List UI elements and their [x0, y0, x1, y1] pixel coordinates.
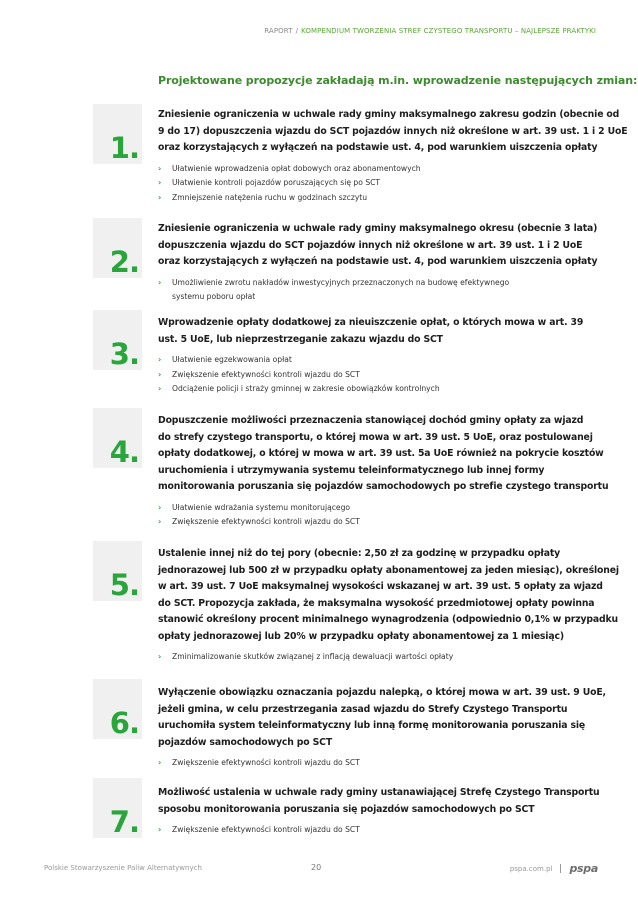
proposal-number-box: [93, 104, 142, 164]
proposal-effects-list: [158, 353, 598, 397]
page-header: [264, 27, 596, 35]
footer-organization: Polskie Stowarzyszenie Paliw Alternatywnych: [44, 864, 202, 872]
list-item: [158, 276, 598, 305]
chevron-right-icon: ›: [158, 192, 162, 202]
proposal-title-line: Ustalenie innej niż do tej pory (obecnie: 2,50 zł za godzinę w przypadku opłaty: [158, 548, 561, 559]
list-item-text: Umożliwienie zwrotu nakładów inwestycyjnych przeznaczonych na budowę efektywnego systemu poboru opłat: [172, 277, 510, 302]
chevron-right-icon: ›: [158, 178, 162, 188]
proposal-number-box: [93, 310, 142, 370]
proposal-title-line: monitorowania poruszania się pojazdów samochodowych po strefie czystego transportu: [158, 481, 609, 492]
proposal-effects-list: [158, 756, 598, 771]
proposal-title-line: opłaty dodatkowej, o której w mowa w art. 39 ust. 5a UoE również na pokrycie kosztów: [158, 448, 604, 459]
proposal-number-box: [93, 541, 142, 601]
proposal-title: [158, 785, 603, 818]
proposal-number: 7.: [109, 805, 139, 839]
list-item: [158, 353, 598, 368]
footer-right: [510, 862, 598, 875]
proposal-title-line: ust. 5 UoE, lub nieprzestrzeganie zakazu wjazdu do SCT: [158, 333, 443, 345]
proposal-title-line: Zniesienie ograniczenia w uchwale rady gminy maksymalnego okresu (obecnie 3 lata): [158, 223, 598, 234]
proposal-title-line: Wyłączenie obowiązku oznaczania pojazdu nalepką, o której mowa w art. 39 ust. 9 UoE,: [158, 687, 606, 698]
proposal-title: [158, 315, 603, 348]
proposal-number: 6.: [109, 706, 139, 740]
proposal-number-box: [93, 679, 142, 739]
proposal-title-line: oraz korzystających z wyłączeń na podstawie ust. 4, pod warunkiem uiszczenia opłaty: [158, 142, 598, 153]
proposal-title-line: do SCT. Propozycja zakłada, że maksymalna wysokość przedmiotowej opłaty powinna: [158, 597, 595, 609]
chevron-right-icon: ›: [158, 825, 162, 834]
list-item: [158, 382, 598, 397]
list-item-text: Odciążenie policji i straży gminnej w zakresie obowiązków kontrolnych: [172, 384, 440, 394]
proposal-effects-list: [158, 650, 598, 665]
list-item: [158, 515, 598, 530]
proposal-number: 4.: [109, 435, 139, 469]
proposal-title: [158, 107, 628, 157]
list-item-text: Zwiększenie efektywności kontroli wjazdu do SCT: [172, 369, 360, 379]
chevron-right-icon: ›: [158, 502, 162, 512]
chevron-right-icon: ›: [158, 384, 162, 394]
proposal-title-line: uruchomienia i utrzymywania systemu teleinformatycznego lub innej formy: [158, 464, 545, 476]
proposal-title-line: do strefy czystego transportu, o której mowa w art. 39 ust. 5 UoE, oraz postulowanej: [158, 431, 593, 443]
pspa-logo: pspa: [569, 862, 598, 875]
list-item: [158, 650, 598, 665]
proposal-title: [158, 221, 603, 271]
proposal-title-line: jeżeli gmina, w celu przestrzegania zasad wjazdu do Strefy Czystego Transportu: [158, 703, 568, 715]
proposal-title-line: Możliwość ustalenia w uchwale rady gminy ustanawiającej Strefę Czystego Transportu: [158, 787, 600, 798]
proposal-title-line: 9 do 17) dopuszczenia wjazdu do SCT pojazdów innych niż określone w art. 39 ust. 1 i 2 UoE: [158, 125, 628, 137]
proposal-title-line: Wprowadzenie opłaty dodatkowej za nieuiszczenie opłat, o których mowa w art. 39: [158, 317, 584, 328]
proposal-number: 2.: [109, 245, 139, 279]
list-item: [158, 191, 598, 206]
proposal-number-box: [93, 408, 142, 468]
proposal-number: 1.: [109, 131, 139, 165]
proposal-number: 3.: [109, 337, 139, 371]
chevron-right-icon: ›: [158, 163, 162, 173]
list-item-text: Zmniejszenie natężenia ruchu w godzinach szczytu: [172, 192, 368, 202]
chevron-right-icon: ›: [158, 369, 162, 379]
proposal-title-line: Zniesienie ograniczenia w uchwale rady gminy maksymalnego zakresu godzin (obecnie od: [158, 109, 620, 120]
proposal-title-line: stanowić określony procent minimalnego wynagrodzenia (odpowiednio 0,1% w przypadku: [158, 614, 619, 625]
proposal-number-box: [93, 218, 142, 278]
proposal-title: [158, 413, 609, 496]
proposal-title: [158, 546, 619, 645]
section-heading: Projektowane propozycje zakładają m.in. wprowadzenie następujących zmian:: [158, 74, 638, 87]
list-item-text: Ułatwienie egzekwowania opłat: [172, 355, 292, 364]
proposal-title-line: sposobu monitorowania poruszania się pojazdów samochodowych po SCT: [158, 803, 535, 815]
chevron-right-icon: ›: [158, 517, 162, 527]
proposal-effects-list: [158, 162, 598, 206]
page-number: 20: [311, 863, 322, 872]
list-item-text: Ułatwienie kontroli pojazdów poruszających się po SCT: [172, 178, 381, 188]
proposal-title: [158, 685, 606, 751]
proposal-title-line: uruchomiła system teleinformatyczny lub inną formę monitorowania poruszania się: [158, 720, 586, 731]
proposal-title-line: Dopuszczenie możliwości przeznaczenia stanowiącej dochód gminy opłaty za wjazd: [158, 415, 584, 426]
list-item-text: Zwiększenie efektywności kontroli wjazdu do SCT: [172, 758, 360, 767]
proposal-title-line: w art. 39 ust. 7 UoE maksymalnej wysokości wskazanej w art. 39 ust. 5 opłaty za wjazd: [158, 581, 603, 592]
list-item: [158, 501, 598, 516]
list-item-text: Zwiększenie efektywności kontroli wjazdu do SCT: [172, 517, 360, 527]
list-item-text: Zminimalizowanie skutków związanej z inflacją dewaluacji wartości opłaty: [172, 652, 454, 661]
list-item-text: Ułatwienie wdrażania systemu monitorującego: [172, 502, 351, 512]
header-separator: /: [295, 27, 299, 35]
footer-divider: [560, 864, 561, 873]
chevron-right-icon: ›: [158, 652, 162, 661]
list-item-text: Zwiększenie efektywności kontroli wjazdu do SCT: [172, 825, 360, 834]
proposal-effects-list: [158, 276, 598, 305]
footer-website[interactable]: pspa.com.pl: [509, 864, 553, 873]
proposal-effects-list: [158, 823, 598, 838]
header-title: KOMPENDIUM TWORZENIA STREF CZYSTEGO TRANSPORTU – NAJLEPSZE PRAKTYKI: [301, 27, 596, 35]
list-item: [158, 176, 598, 191]
proposal-title-line: pojazdów samochodowych po SCT: [158, 736, 333, 748]
proposal-title-line: oraz korzystających z wyłączeń na podstawie ust. 4, pod warunkiem uiszczenia opłaty: [158, 256, 598, 267]
list-item: [158, 162, 598, 177]
proposal-title-line: jednorazowej lub 500 zł w przypadku opłaty abonamentowej za jeden miesiąc), określonej: [158, 564, 619, 576]
list-item: [158, 756, 598, 771]
proposal-number: 5.: [109, 568, 139, 602]
list-item-text: Ułatwienie wprowadzenia opłat dobowych oraz abonamentowych: [172, 163, 421, 173]
chevron-right-icon: ›: [158, 758, 162, 767]
header-report-label: RAPORT: [264, 27, 293, 35]
list-item: [158, 823, 598, 838]
proposal-title-line: opłaty jednorazowej lub 20% w przypadku opłaty abonamentowej za 1 miesiąc): [158, 630, 564, 642]
proposal-title-line: dopuszczenia wjazdu do SCT pojazdów innych niż określone w art. 39 ust. 1 i 2 UoE: [158, 239, 583, 251]
chevron-right-icon: ›: [158, 277, 162, 287]
chevron-right-icon: ›: [158, 355, 162, 364]
proposal-effects-list: [158, 501, 598, 530]
proposal-number-box: [93, 778, 142, 838]
list-item: [158, 368, 598, 383]
